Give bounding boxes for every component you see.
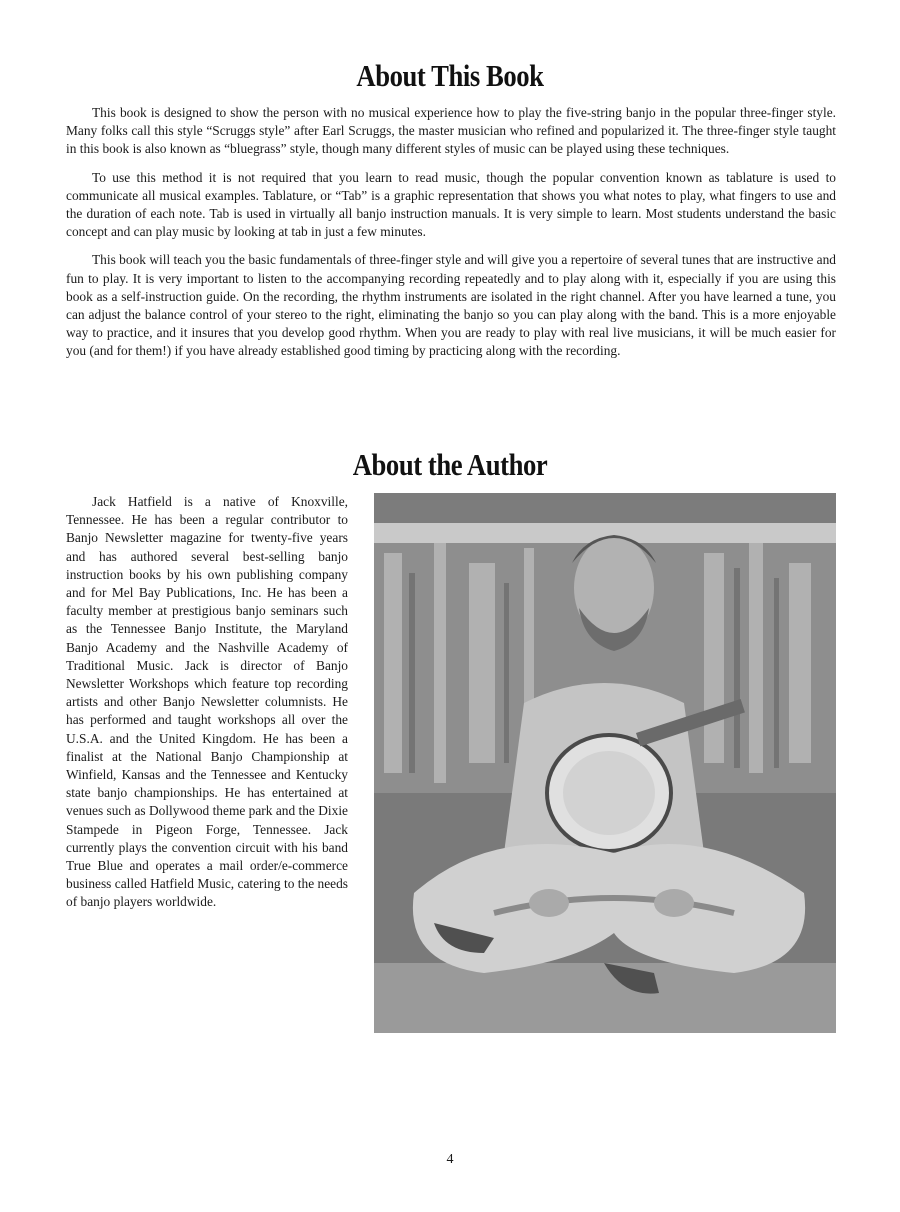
paragraph: To use this method it is not required that you learn to read music, though the popular convention known as tablature is used to communicate all musical examples. Tablature, or “Tab” is a graphic representation that shows you what notes to play, what fingers to use and the duration of each note. Tab is used in virtually all banjo instruction manuals. It is very simple to learn. Most students understand the basic concept and can play music by looking at tab in just a few minutes. [66, 169, 836, 240]
about-book-heading: About This Book [356, 58, 544, 93]
about-author-heading: About the Author [352, 447, 548, 482]
page-number: 4 [446, 1152, 454, 1167]
paragraph: This book will teach you the basic fundamentals of three-finger style and will give you a repertoire of several tunes that are instructive and fun to play. It is very important to listen to the accompanying recording repeatedly and to play along with it, especially if you are using this book as a self-instruction guide. On the recording, the rhythm instruments are isolated in the right channel. After you have learned a tune, you can adjust the balance control of your stereo to the right, eliminating the banjo so you can play along with the band. This is a more enjoyable way to practice, and it insures that you develop good rhythm. When you are ready to play with real live musicians, it will be much easier for you (and for them!) if you have already established good timing by practicing along with the recording. [66, 252, 836, 359]
author-bio: Jack Hatfield is a native of Knoxville, Tennessee. He has been a regular contributor to Banjo Newsletter magazine for twenty-five years and has authored several best-selling banjo instruction books by his own publishing company and for Mel Bay Publications, Inc. He has been a faculty member at prestigious banjo seminars such as the Tennessee Banjo Institute, the Maryland Banjo Academy and the Nashville Academy of Traditional Music. Jack is director of Banjo Newsletter Workshops which feature top recording artists and other Banjo Newsletter columnists. He has performed and taught workshops all over the U.S.A. and the United Kingdom. He has been a finalist at the National Banjo Championship at Winfield, Kansas and the Tennessee and Kentucky state banjo championships. He has entertained at venues such as Dollywood theme park and the Dixie Stampede in Pigeon Forge, Tennessee. Jack currently plays the convention circuit with his band True Blue and operates a mail order/e-commerce business called Hatfield Music, catering to the needs of banjo players worldwide. [66, 494, 348, 910]
about-book-body [66, 104, 836, 371]
author-photo [374, 493, 836, 1033]
paragraph: This book is designed to show the person with no musical experience how to play the five-string banjo in the popular three-finger style. Many folks call this style “Scruggs style” after Earl Scruggs, the master musician who refined and popularized it. The three-finger style taught in this book is also known as “bluegrass” style, though many different styles of music can be played using these techniques. [66, 105, 836, 157]
